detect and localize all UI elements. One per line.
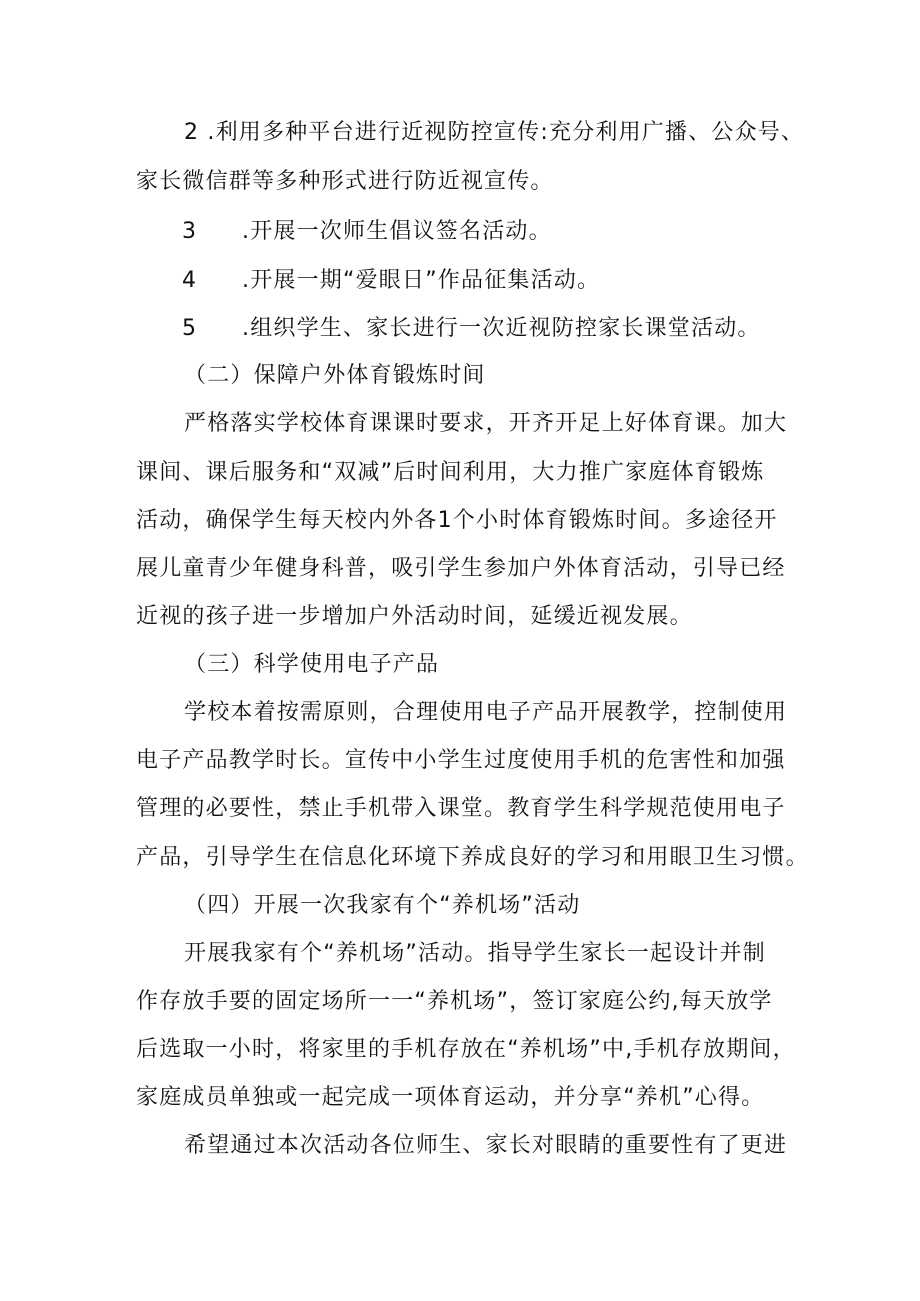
section-3-line-1: 学校本着按需原则，合理使用电子产品开展教学，控制使用 — [184, 700, 788, 725]
item-3 — [182, 217, 552, 247]
section-2-line-2: 课间、课后服务和“双减”后时间利用，大力推广家庭体育锻炼 — [136, 460, 765, 485]
section-2-heading: （二）保障户外体育锻炼时间 — [184, 363, 486, 388]
section-4-line-1: 开展我家有个“养机场”活动。指导学生家长一起设计并制 — [184, 941, 766, 966]
section-2-line-3: 活动，确保学生每天校内外各1个小时体育锻炼时间。多途径开 — [136, 508, 778, 533]
item-2-line-2: 家长微信群等多种形式进行防近视宣传。 — [136, 169, 554, 194]
closing-line-1: 希望通过本次活动各位师生、家长对眼睛的重要性有了更进 — [184, 1133, 788, 1158]
section-3-heading: （三）科学使用电子产品 — [184, 652, 440, 677]
item-5 — [182, 314, 761, 344]
section-4-line-2: 作存放手要的固定场所一一“养机场”，签订家庭公约,每天放学 — [136, 989, 773, 1014]
section-2-line-1: 严格落实学校体育课课时要求，开齐开足上好体育课。加大 — [184, 411, 788, 436]
section-3-line-3: 管理的必要性，禁止手机带入课堂。教育学生科学规范使用电子 — [136, 796, 786, 821]
item-4 — [182, 266, 600, 296]
item-4-text: .开展一期“爱眼日”作品征集活动。 — [242, 268, 601, 293]
item-3-text: .开展一次师生倡议签名活动。 — [242, 219, 552, 244]
section-2-line-5: 近视的孩子进一步增加户外活动时间，延缓近视发展。 — [136, 604, 693, 629]
section-4-line-3: 后选取一小时，将家里的手机存放在“养机场”中,手机存放期间， — [136, 1037, 796, 1062]
item-5-number: 5 — [182, 316, 198, 341]
section-3-line-4: 产品，引导学生在信息化环境下养成良好的学习和用眼卫生习惯。 — [136, 845, 809, 870]
section-4-line-4: 家庭成员单独或一起完成一项体育运动，并分享“养机”心得。 — [136, 1085, 765, 1110]
section-2-line-4: 展儿童青少年健身科普，吸引学生参加户外体育活动，引导已经 — [136, 556, 786, 581]
item-2-line-1: 2 .利用多种平台进行近视防控宣传:充分利用广播、公众号、 — [184, 120, 805, 145]
section-3-line-2: 电子产品教学时长。宣传中小学生过度使用手机的危害性和加强 — [136, 748, 786, 773]
section-4-heading: （四）开展一次我家有个“养机场”活动 — [184, 893, 581, 918]
item-3-number: 3 — [182, 219, 198, 244]
item-5-text: .组织学生、家长进行一次近视防控家长课堂活动。 — [242, 316, 761, 341]
item-4-number: 4 — [182, 268, 198, 293]
